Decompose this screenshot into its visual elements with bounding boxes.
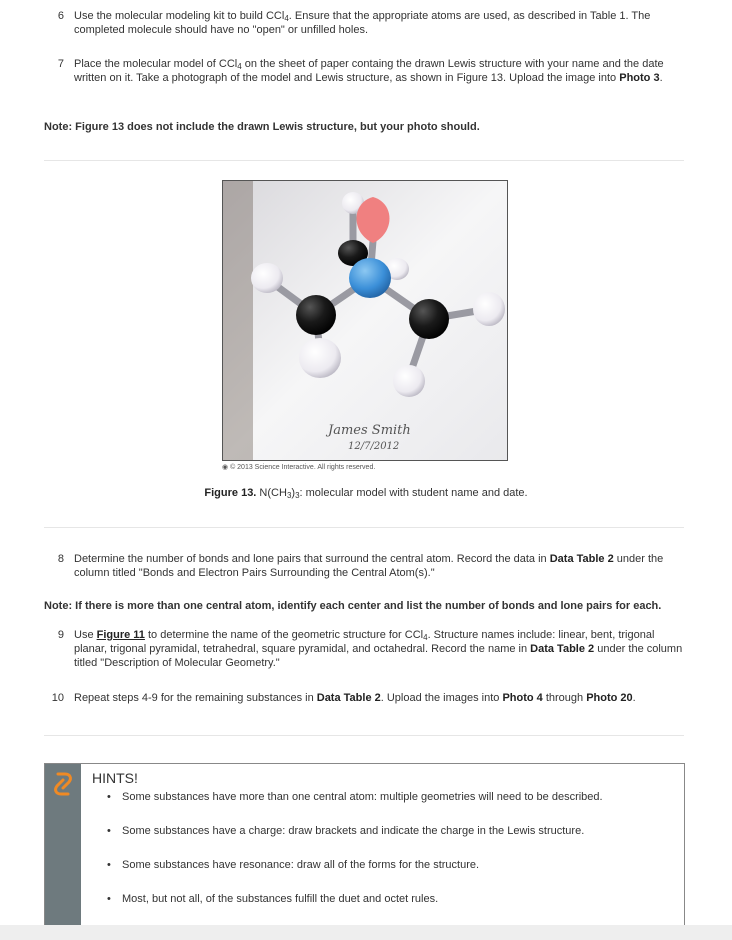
step-number: 7	[57, 58, 64, 70]
list-item: • Some substances have resonance: draw all of the forms for the structure.	[102, 858, 677, 892]
handwritten-name: James Smith	[328, 423, 411, 438]
hints-box	[44, 763, 685, 934]
step-number: 6	[57, 10, 64, 22]
figure-13-photo	[222, 180, 508, 461]
list-item: • Some substances have more than one central atom: multiple geometries will need to be described.	[102, 790, 677, 824]
divider	[44, 735, 684, 736]
link-hint-icon	[45, 764, 81, 804]
page-footer-bar	[0, 925, 732, 940]
image-credit: ◉ © 2013 Science Interactive. All rights reserved.	[222, 464, 376, 471]
divider	[44, 160, 684, 161]
handwritten-date: 12/7/2012	[348, 441, 400, 452]
list-item: • Most, but not all, of the substances fulfill the duet and octet rules.	[102, 892, 677, 926]
note-figure-13: Note: Figure 13 does not include the drawn Lewis structure, but your photo should.	[44, 121, 480, 133]
hints-list	[102, 790, 677, 926]
step-text: Determine the number of bonds and lone pairs that surround the central atom. Record the data in Data Table 2 under the column titled "Bonds and Electron Pairs Surrounding the Central Atom(s)."	[74, 553, 664, 579]
step-text: Use Figure 11 to determine the name of the geometric structure for CCl$_4$. Structure names include: linear, bent, trigonal planar, trigonal pyramidal, tetrahedral, square pyramidal, and octahedral. Record the name in Data Table 2 under the column titled "Description of Molecular Geometry."	[74, 629, 683, 669]
figure-caption: Figure 13. $N(CH_3)_3$: molecular model with student name and date.	[204, 487, 528, 500]
step-number: 10	[51, 692, 64, 704]
list-item: • Some substances have a charge: draw brackets and indicate the charge in the Lewis structure.	[102, 824, 677, 858]
molecular-model-image	[223, 181, 507, 460]
step-number: 9	[57, 629, 64, 641]
step-number: 8	[57, 553, 64, 565]
camera-icon: ◉	[222, 464, 229, 471]
step-text: Place the molecular model of CCl$_4$ on the sheet of paper containg the drawn Lewis structure with your name and the date written on it. Take a photograph of the model and Lewis structure, as shown in Figure 13. Upload the image into Photo 3.	[74, 58, 664, 84]
step-text: Repeat steps 4-9 for the remaining substances in Data Table 2. Upload the images into Photo 4 through Photo 20.	[74, 692, 636, 704]
hints-sidebar	[45, 764, 81, 933]
divider	[44, 527, 684, 528]
note-central-atoms: Note: If there is more than one central atom, identify each center and list the number of bonds and lone pairs for each.	[44, 600, 662, 612]
step-text: Use the molecular modeling kit to build CCl$_4$. Ensure that the appropriate atoms are used, as described in Table 1. The completed molecule should have no "open" or unfilled holes.	[74, 10, 651, 36]
figure-11-link[interactable]: Figure 11	[96, 629, 145, 641]
hints-title: HINTS!	[92, 770, 138, 786]
